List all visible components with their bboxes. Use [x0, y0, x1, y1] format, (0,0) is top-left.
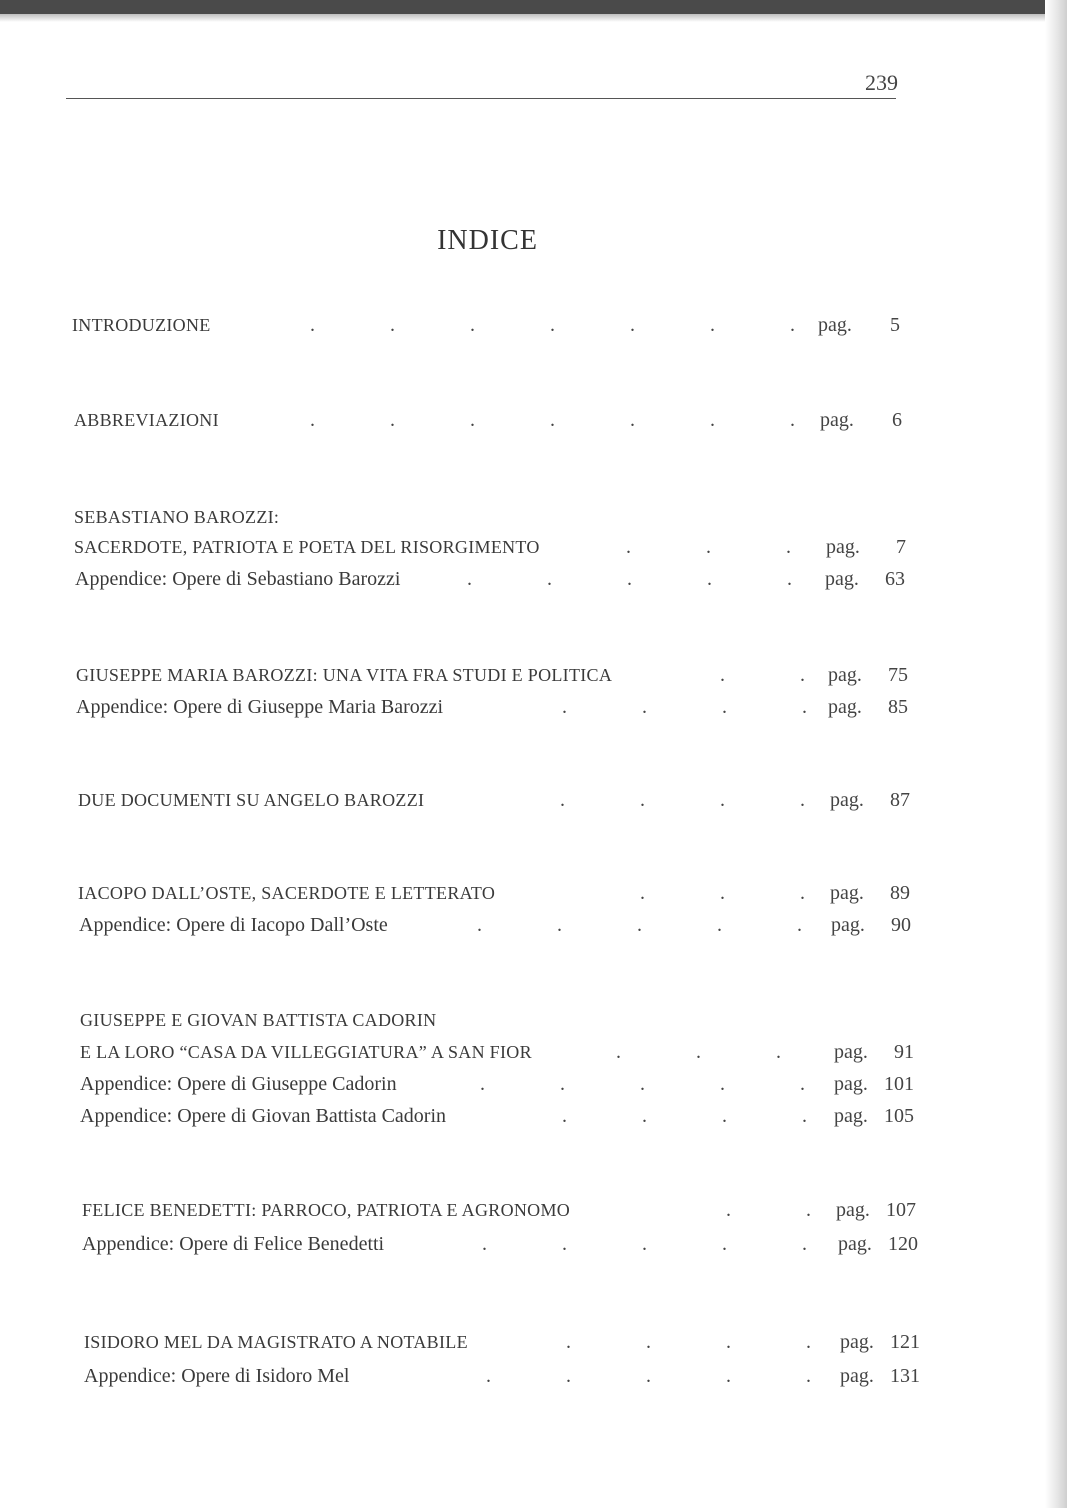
- toc-entry-appendice[interactable]: [75, 564, 915, 594]
- page-ref: 85: [888, 696, 908, 718]
- pag-label: pag.: [818, 314, 852, 336]
- entry-title: Appendice: Opere di Sebastiano Barozzi: [75, 568, 401, 590]
- pag-label: pag.: [840, 1365, 874, 1387]
- entry-title: ABBREVIAZIONI: [74, 410, 219, 430]
- entry-title: INTRODUZIONE: [72, 315, 211, 335]
- toc-entry-appendice[interactable]: [80, 1069, 920, 1099]
- toc-entry-giuseppe-maria-barozzi[interactable]: [76, 660, 916, 690]
- pag-label: pag.: [838, 1233, 872, 1255]
- toc-entry-iacopo-dall-oste[interactable]: [78, 878, 918, 908]
- entry-title: Appendice: Opere di Isidoro Mel: [84, 1365, 350, 1387]
- dot-leader: . . . . .: [482, 1233, 808, 1255]
- page-ref: 5: [890, 314, 900, 336]
- toc-entry-appendice[interactable]: [79, 910, 919, 940]
- page-ref: 107: [886, 1199, 916, 1221]
- pag-label: pag.: [820, 409, 854, 431]
- page-ref: 87: [890, 789, 910, 811]
- page-ref: 75: [888, 664, 908, 686]
- dot-leader: . . . . . . .: [310, 409, 796, 431]
- page-ref: 120: [888, 1233, 918, 1255]
- page-ref: 131: [890, 1365, 920, 1387]
- page-ref: 6: [892, 409, 902, 431]
- page-ref: 90: [891, 914, 911, 936]
- toc-entry-appendice[interactable]: [84, 1361, 924, 1391]
- dot-leader: . . . . .: [467, 568, 793, 590]
- dot-leader: . . .: [626, 536, 792, 558]
- toc-entry-cadorin-casa[interactable]: [80, 1037, 920, 1067]
- toc-entry-introduzione[interactable]: [72, 310, 912, 340]
- pag-label: pag.: [834, 1041, 868, 1063]
- entry-title: SACERDOTE, PATRIOTA E POETA DEL RISORGIMENTO: [74, 537, 540, 557]
- scan-top-shadow: [0, 14, 1067, 22]
- scan-right-edge: [1045, 0, 1067, 1508]
- dot-leader: . . . .: [562, 1105, 808, 1127]
- entry-title: E LA LORO “CASA DA VILLEGGIATURA” A SAN FIOR: [80, 1042, 532, 1062]
- pag-label: pag.: [831, 914, 865, 936]
- pag-label: pag.: [836, 1199, 870, 1221]
- pag-label: pag.: [826, 536, 860, 558]
- header-rule: [66, 98, 896, 99]
- pag-label: pag.: [825, 568, 859, 590]
- dot-leader: . . . .: [566, 1331, 812, 1353]
- page-ref: 121: [890, 1331, 920, 1353]
- toc-entry-abbreviazioni[interactable]: [74, 405, 914, 435]
- entry-title: GIUSEPPE E GIOVAN BATTISTA CADORIN: [80, 1010, 437, 1030]
- page-ref: 91: [894, 1041, 914, 1063]
- dot-leader: . . . . .: [480, 1073, 806, 1095]
- dot-leader: . .: [720, 664, 806, 686]
- pag-label: pag.: [834, 1073, 868, 1095]
- dot-leader: . . .: [640, 882, 806, 904]
- entry-title: Appendice: Opere di Giuseppe Cadorin: [80, 1073, 397, 1095]
- entry-title: Appendice: Opere di Felice Benedetti: [82, 1233, 385, 1255]
- page-ref: 7: [896, 536, 906, 558]
- pag-label: pag.: [834, 1105, 868, 1127]
- toc-entry-felice-benedetti[interactable]: [82, 1195, 922, 1225]
- toc-entry-heading: [80, 1005, 920, 1035]
- toc-entry-appendice[interactable]: [76, 692, 916, 722]
- entry-title: Appendice: Opere di Giuseppe Maria Barozzi: [76, 696, 444, 718]
- dot-leader: . . .: [616, 1041, 782, 1063]
- entry-title: FELICE BENEDETTI: PARROCO, PATRIOTA E AGRONOMO: [82, 1200, 571, 1220]
- entry-title: ISIDORO MEL DA MAGISTRATO A NOTABILE: [84, 1332, 468, 1352]
- scan-top-edge: [0, 0, 1067, 14]
- pag-label: pag.: [830, 789, 864, 811]
- dot-leader: . . . . . . .: [310, 314, 796, 336]
- toc-entry-heading: [74, 502, 914, 532]
- dot-leader: . . . .: [560, 789, 806, 811]
- toc-entry-due-documenti[interactable]: [78, 785, 918, 815]
- toc-entry-appendice[interactable]: [82, 1229, 922, 1259]
- page-title: INDICE: [437, 225, 538, 256]
- entry-title: DUE DOCUMENTI SU ANGELO BAROZZI: [78, 790, 425, 810]
- entry-title: Appendice: Opere di Iacopo Dall’Oste: [79, 914, 388, 936]
- dot-leader: . . . . .: [477, 914, 803, 936]
- entry-title: SEBASTIANO BAROZZI:: [74, 507, 280, 527]
- page-ref: 101: [884, 1073, 914, 1095]
- pag-label: pag.: [828, 696, 862, 718]
- toc-entry-appendice[interactable]: [80, 1101, 920, 1131]
- toc-entry-sebastiano-barozzi[interactable]: [74, 532, 914, 562]
- entry-title: GIUSEPPE MARIA BAROZZI: UNA VITA FRA STUDI E POLITICA: [76, 665, 613, 685]
- page-ref: 63: [885, 568, 905, 590]
- toc-entry-isidoro-mel[interactable]: [84, 1327, 924, 1357]
- dot-leader: . .: [726, 1199, 812, 1221]
- pag-label: pag.: [840, 1331, 874, 1353]
- dot-leader: . . . . .: [486, 1365, 812, 1387]
- page-ref: 105: [884, 1105, 914, 1127]
- page-ref: 89: [890, 882, 910, 904]
- entry-title: IACOPO DALL’OSTE, SACERDOTE E LETTERATO: [78, 883, 496, 903]
- page-number: 239: [865, 70, 898, 95]
- entry-title: Appendice: Opere di Giovan Battista Cadorin: [80, 1105, 447, 1127]
- dot-leader: . . . .: [562, 696, 808, 718]
- pag-label: pag.: [830, 882, 864, 904]
- pag-label: pag.: [828, 664, 862, 686]
